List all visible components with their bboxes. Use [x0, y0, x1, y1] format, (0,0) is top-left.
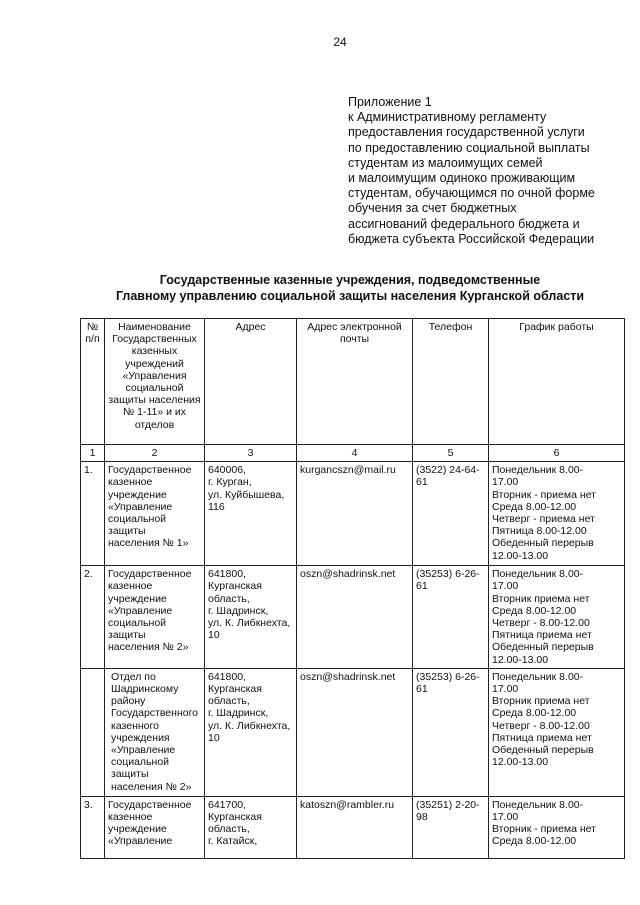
institution-name-line: Государственного [111, 707, 199, 720]
appendix-line: к Административному регламенту [348, 110, 547, 125]
phone-line: (3522) 24-64- [416, 464, 480, 477]
schedule-line: Понедельник 8.00- [492, 568, 584, 581]
institution-address-line: г. Шадринск, [208, 707, 269, 720]
row-number: 2. [81, 566, 105, 669]
column-number: 1 [81, 445, 105, 462]
appendix-line: и малоимущим одиноко проживающим [348, 171, 576, 186]
header-schedule: График работы [489, 319, 625, 445]
schedule-line: 17.00 [492, 476, 519, 489]
schedule-line: 12.00-13.00 [492, 549, 549, 562]
phone-line: (35251) 2-20- [416, 798, 480, 811]
institutions-table [80, 318, 625, 859]
schedule-line: Обеденный перерыв [492, 641, 594, 654]
appendix-line: предоставления государственной услуги [348, 125, 585, 140]
header-address: Адрес [205, 319, 297, 445]
header-phone: Телефон [413, 319, 489, 445]
column-number: 5 [413, 445, 489, 462]
schedule-cell [489, 796, 625, 858]
institution-name-line: населения № 1» [108, 537, 189, 550]
header-name: Наименование Государственных казенных учреждений «Управления социальной защиты населения № 1-11» и их отделов [105, 319, 205, 445]
row-number: 1. [81, 462, 105, 566]
schedule-line: Вторник - приема нет [492, 488, 596, 501]
institution-name-cell [105, 462, 205, 566]
institution-address-line: 641700, [208, 798, 246, 811]
email-cell: kurgancszn@mail.ru [297, 462, 413, 566]
institution-name-cell [105, 796, 205, 858]
appendix-line: Приложение 1 [348, 95, 432, 109]
column-number: 3 [205, 445, 297, 462]
column-number: 2 [105, 445, 205, 462]
institution-name-line: «Управление [111, 744, 176, 757]
phone-line: (35253) 6-26- [416, 568, 480, 581]
schedule-line: Понедельник 8.00- [492, 670, 584, 683]
institution-name-line: учреждение [108, 488, 167, 501]
phone-line: 61 [416, 580, 428, 593]
institution-address-line: 116 [208, 500, 225, 513]
institution-address-line: 10 [208, 629, 220, 642]
schedule-line: Среда 8.00-12.00 [492, 707, 577, 720]
institution-name-line: Государственное [108, 464, 192, 477]
institution-address-line: ул. К. Либкнехта, [208, 617, 291, 630]
institution-name-line: Шадринскому [111, 683, 179, 696]
appendix-line: студентам из малоимущих семей [348, 155, 543, 170]
institution-name-line: казенное [108, 476, 153, 489]
institution-address-line: Курганская [208, 811, 262, 824]
schedule-line: Четверг - 8.00-12.00 [492, 719, 590, 732]
institution-name-line: защиты [111, 768, 149, 781]
institution-name-line: учреждения [111, 731, 170, 744]
institution-name-line: защиты [108, 525, 146, 538]
institution-address-line: ул. Куйбышева, [208, 488, 285, 501]
table-body [81, 462, 625, 859]
institution-name-line: казенное [108, 811, 153, 824]
institution-name-line: «Управление [108, 500, 173, 513]
institution-address-line: область, [208, 695, 250, 708]
institution-name-line: учреждение [108, 823, 167, 836]
schedule-line: Вторник приема нет [492, 695, 590, 708]
institution-name-line: социальной [108, 513, 167, 526]
schedule-line: Обеденный перерыв [492, 537, 594, 550]
phone-cell [413, 796, 489, 858]
institution-name-line: учреждение [108, 592, 167, 605]
schedule-line: Среда 8.00-12.00 [492, 604, 577, 617]
institution-address-line: Курганская [208, 580, 262, 593]
table-row [81, 462, 625, 566]
page-number: 24 [333, 35, 347, 49]
institution-name-line: Отдел по [111, 670, 156, 683]
phone-cell [413, 462, 489, 566]
institution-address-line: 640006, [208, 464, 246, 477]
schedule-line: Обеденный перерыв [492, 744, 594, 757]
institution-name-line: казенное [108, 580, 153, 593]
table-row [81, 668, 625, 796]
institution-name-line: «Управление [108, 604, 173, 617]
schedule-line: Вторник приема нет [492, 592, 590, 605]
institution-address-cell [205, 566, 297, 669]
institution-name-line: населения № 2» [111, 780, 192, 793]
institution-name-line: Государственное [108, 798, 192, 811]
schedule-line: Четверг - приема нет [492, 513, 595, 526]
heading-line: Главному управлению социальной защиты населения Курганской области [115, 289, 585, 303]
schedule-line: 17.00 [492, 811, 519, 824]
phone-line: (35253) 6-26- [416, 670, 480, 683]
schedule-line: Понедельник 8.00- [492, 464, 584, 477]
schedule-line: Четверг - 8.00-12.00 [492, 617, 590, 630]
phone-line: 61 [416, 683, 428, 696]
schedule-line: Понедельник 8.00- [492, 798, 584, 811]
email-cell: oszn@shadrinsk.net [297, 668, 413, 796]
institution-address-line: область, [208, 592, 250, 605]
institution-name-line: «Управление [108, 835, 173, 848]
schedule-cell [489, 566, 625, 669]
institution-name-line: социальной [111, 756, 170, 769]
column-number-row [81, 445, 625, 462]
phone-cell [413, 668, 489, 796]
institution-address-line: область, [208, 823, 250, 836]
schedule-line: Пятница приема нет [492, 629, 592, 642]
institution-address-cell [205, 668, 297, 796]
institution-name-line: Государственное [108, 568, 192, 581]
document-heading [90, 272, 610, 304]
phone-line: 61 [416, 476, 428, 489]
heading-line: Государственные казенные учреждения, подведомственные [159, 273, 541, 287]
schedule-line: Пятница приема нет [492, 731, 592, 744]
institution-name-cell [105, 668, 205, 796]
appendix-line: студентам, обучающимся по очной форме [348, 186, 595, 201]
column-number: 6 [489, 445, 625, 462]
institution-address-line: 641800, [208, 670, 246, 683]
column-number: 4 [297, 445, 413, 462]
institution-address-line: г. Катайск, [208, 835, 258, 848]
schedule-cell [489, 668, 625, 796]
institution-address-line: 641800, [208, 568, 246, 581]
institution-address-line: ул. К. Либкнехта, [208, 719, 291, 732]
appendix-block [348, 95, 628, 247]
header-num: № п/п [81, 319, 105, 445]
schedule-line: 12.00-13.00 [492, 756, 549, 769]
institution-name-line: населения № 2» [108, 641, 189, 654]
appendix-line: по предоставлению социальной выплаты [348, 140, 590, 155]
table-row [81, 796, 625, 858]
institution-name-cell [105, 566, 205, 669]
phone-cell [413, 566, 489, 669]
schedule-line: 17.00 [492, 580, 519, 593]
row-number: 3. [81, 796, 105, 858]
table-header-row [81, 319, 625, 445]
header-email: Адрес электронной почты [297, 319, 413, 445]
schedule-line: 12.00-13.00 [492, 653, 549, 666]
schedule-line: 17.00 [492, 683, 519, 696]
institution-name-line: казенного [111, 719, 159, 732]
email-cell: katoszn@rambler.ru [297, 796, 413, 858]
phone-line: 98 [416, 811, 428, 824]
schedule-line: Среда 8.00-12.00 [492, 500, 577, 513]
schedule-line: Вторник - приема нет [492, 823, 596, 836]
schedule-line: Пятница 8.00-12.00 [492, 525, 587, 538]
institution-address-line: г. Шадринск, [208, 604, 269, 617]
appendix-line: обучения за счет бюджетных [348, 201, 517, 216]
appendix-line: бюджета субъекта Российской Федерации [348, 231, 595, 246]
institution-address-line: 10 [208, 731, 220, 744]
institution-address-line: г. Курган, [208, 476, 252, 489]
institution-address-line: Курганская [208, 683, 262, 696]
schedule-line: Среда 8.00-12.00 [492, 835, 577, 848]
institution-name-line: защиты [108, 629, 146, 642]
schedule-cell [489, 462, 625, 566]
institution-address-cell [205, 796, 297, 858]
institution-address-cell [205, 462, 297, 566]
institution-name-line: социальной [108, 617, 167, 630]
row-number [81, 668, 105, 796]
email-cell: oszn@shadrinsk.net [297, 566, 413, 669]
institution-name-line: району [111, 695, 146, 708]
table-row [81, 566, 625, 669]
appendix-line: ассигнований федерального бюджета и [348, 216, 580, 231]
